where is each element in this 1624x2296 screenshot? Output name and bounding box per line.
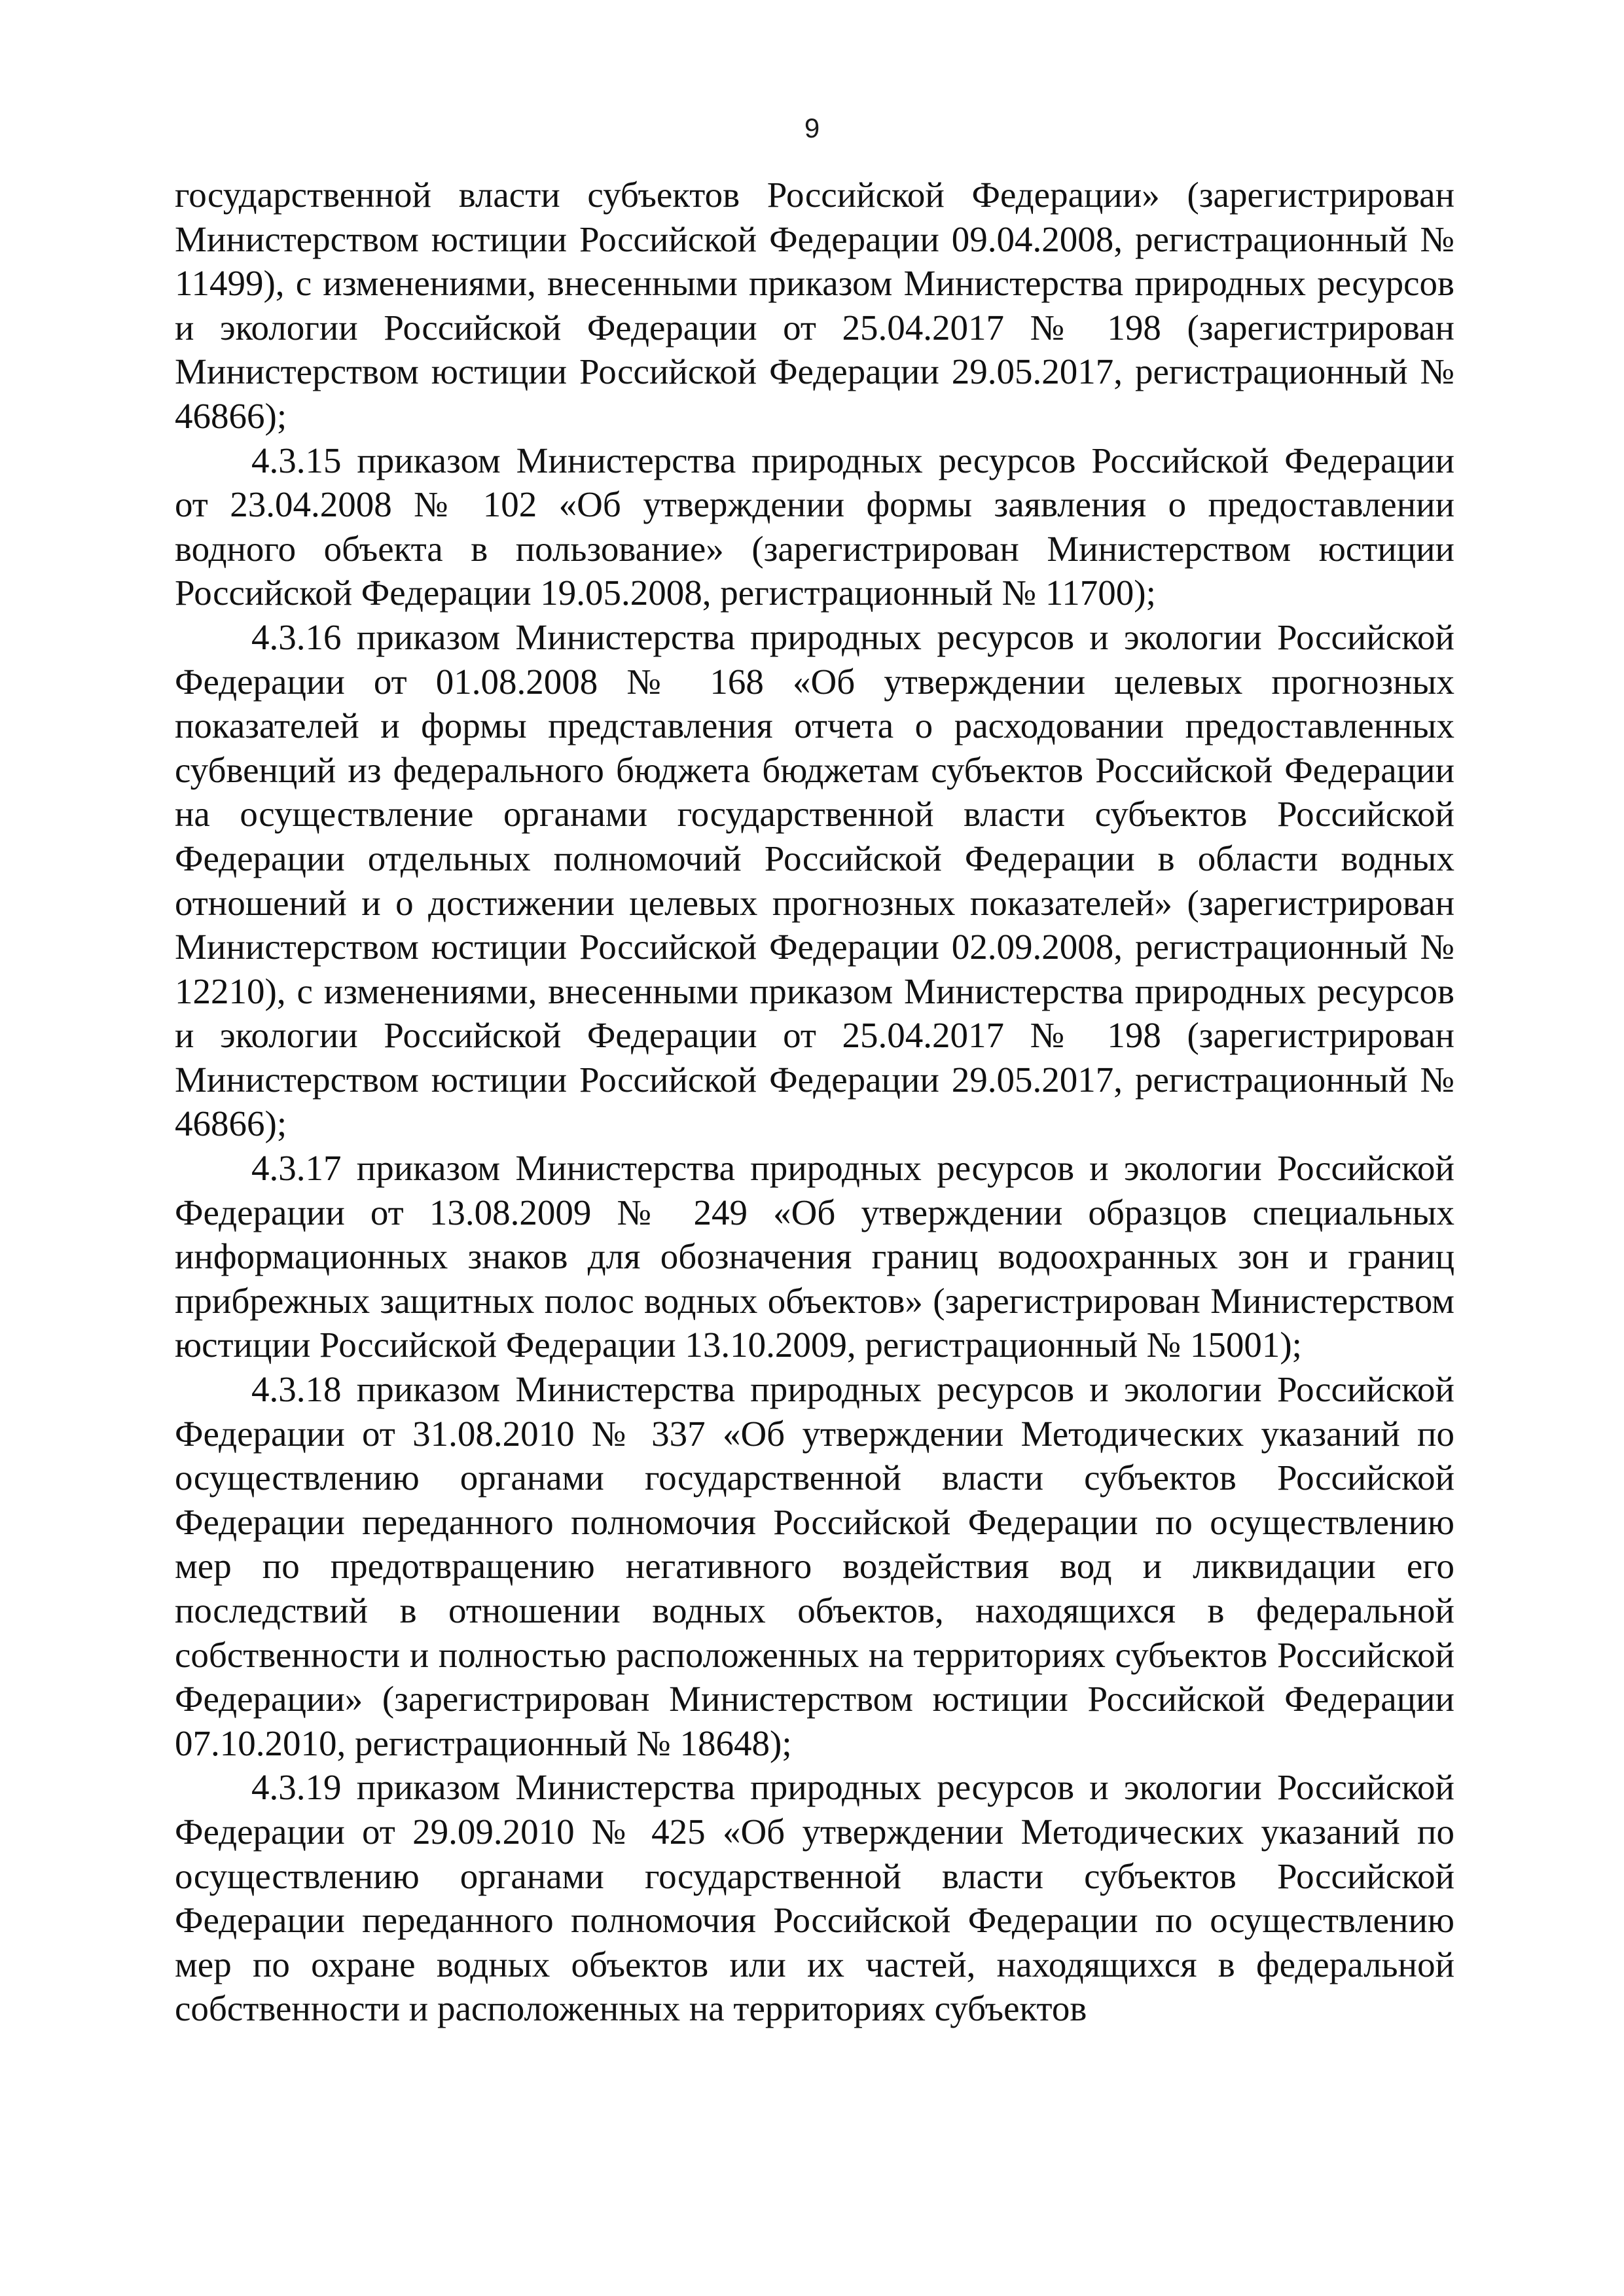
paragraph-4-3-19: 4.3.19 приказом Министерства природных ресурсов и экологии Российской Федерации от 29.09.2010 № 425 «Об утверждении Методических указаний по осуществлению органами государственной власти субъектов Российской Федерации переданного полномочия Российской Федерации по осуществлению мер по охране водных объектов или их частей, находящихся в федеральной собственности и расположенных на территориях субъектов [175,1767,1454,2029]
paragraph-4-3-15: 4.3.15 приказом Министерства природных ресурсов Российской Федерации от 23.04.2008 № 102 «Об утверждении формы заявления о предоставлении водного объекта в пользование» (зарегистрирован Министерством юстиции Российской Федерации 19.05.2008, регистрационный № 11700); [175,440,1454,613]
paragraph-4-3-18: 4.3.18 приказом Министерства природных ресурсов и экологии Российской Федерации от 31.08.2010 № 337 «Об утверждении Методических указаний по осуществлению органами государственной власти субъектов Российской Федерации переданного полномочия Российской Федерации по осуществлению мер по предотвращению негативного воздействия вод и ликвидации его последствий в отношении водных объектов, находящихся в федеральной собственности и полностью расположенных на территориях субъектов Российской Федерации» (зарегистрирован Министерством юстиции Российской Федерации 07.10.2010, регистрационный № 18648); [175,1369,1454,1763]
paragraph-continuation: государственной власти субъектов Российской Федерации» (зарегистрирован Министерством юстиции Российской Федерации 09.04.2008, регистрационный № 11499), с изменениями, внесенными приказом Министерства природных ресурсов и экологии Российской Федерации от 25.04.2017 № 198 (зарегистрирован Министерством юстиции Российской Федерации 29.05.2017, регистрационный № 46866); [175,175,1454,436]
paragraph-4-3-16: 4.3.16 приказом Министерства природных ресурсов и экологии Российской Федерации от 01.08.2008 № 168 «Об утверждении целевых прогнозных показателей и формы представления отчета о расходовании предоставленных субвенций из федерального бюджета бюджетам субъектов Российской Федерации на осуществление органами государственной власти субъектов Российской Федерации отдельных полномочий Российской Федерации в области водных отношений и о достижении целевых прогнозных показателей» (зарегистрирован Министерством юстиции Российской Федерации 02.09.2008, регистрационный № 12210), с изменениями, внесенными приказом Министерства природных ресурсов и экологии Российской Федерации от 25.04.2017 № 198 (зарегистрирован Министерством юстиции Российской Федерации 29.05.2017, регистрационный № 46866); [175,617,1454,1144]
page-number: 9 [804,113,820,143]
document-body [175,173,1454,2031]
paragraph-4-3-17: 4.3.17 приказом Министерства природных ресурсов и экологии Российской Федерации от 13.08.2009 № 249 «Об утверждении образцов специальных информационных знаков для обозначения границ водоохранных зон и границ прибрежных защитных полос водных объектов» (зарегистрирован Министерством юстиции Российской Федерации 13.10.2009, регистрационный № 15001); [175,1148,1454,1365]
